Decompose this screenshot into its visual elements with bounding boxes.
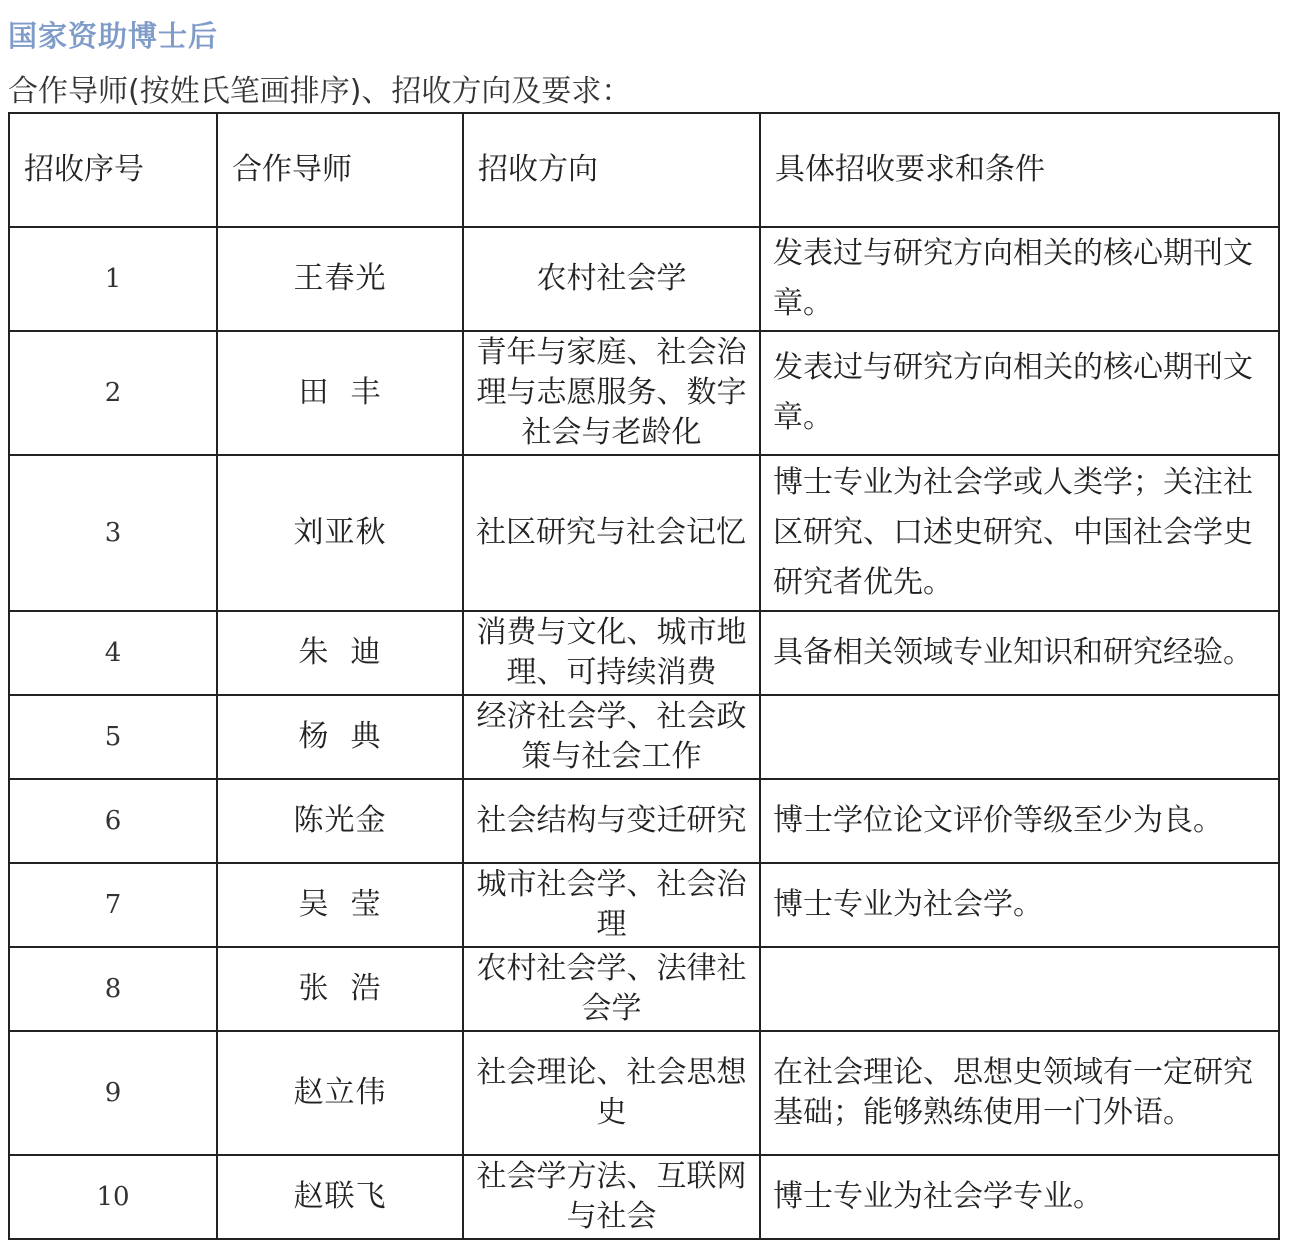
row-direction: 消费与文化、城市地理、可持续消费 — [463, 611, 760, 695]
row-number: 7 — [9, 863, 217, 947]
row-number: 4 — [9, 611, 217, 695]
header-number: 招收序号 — [9, 113, 217, 227]
row-requirement: 博士专业为社会学专业。 — [760, 1155, 1279, 1239]
row-mentor: 杨 典 — [217, 695, 463, 779]
table-row — [9, 455, 1279, 611]
table-row — [9, 611, 1279, 695]
row-direction: 社会结构与变迁研究 — [463, 779, 760, 863]
table-row — [9, 947, 1279, 1031]
table-row — [9, 227, 1279, 331]
row-direction: 农村社会学、法律社会学 — [463, 947, 760, 1031]
row-mentor: 陈光金 — [217, 779, 463, 863]
row-number: 5 — [9, 695, 217, 779]
row-requirement: 在社会理论、思想史领域有一定研究基础；能够熟练使用一门外语。 — [760, 1031, 1279, 1155]
row-direction: 青年与家庭、社会治理与志愿服务、数字社会与老龄化 — [463, 331, 760, 455]
row-requirement: 博士学位论文评价等级至少为良。 — [760, 779, 1279, 863]
row-requirement: 发表过与研究方向相关的核心期刊文章。 — [760, 227, 1279, 331]
row-direction: 社会理论、社会思想史 — [463, 1031, 760, 1155]
row-requirement — [760, 947, 1279, 1031]
row-mentor: 吴 莹 — [217, 863, 463, 947]
table-row — [9, 863, 1279, 947]
row-direction: 社区研究与社会记忆 — [463, 455, 760, 611]
header-mentor: 合作导师 — [217, 113, 463, 227]
table-row — [9, 1031, 1279, 1155]
row-number: 10 — [9, 1155, 217, 1239]
header-direction: 招收方向 — [463, 113, 760, 227]
row-direction: 经济社会学、社会政策与社会工作 — [463, 695, 760, 779]
row-mentor: 朱 迪 — [217, 611, 463, 695]
row-number: 3 — [9, 455, 217, 611]
row-direction: 社会学方法、互联网与社会 — [463, 1155, 760, 1239]
row-requirement: 发表过与研究方向相关的核心期刊文章。 — [760, 331, 1279, 455]
row-number: 2 — [9, 331, 217, 455]
row-mentor: 田 丰 — [217, 331, 463, 455]
row-mentor: 王春光 — [217, 227, 463, 331]
table-row — [9, 779, 1279, 863]
row-mentor: 刘亚秋 — [217, 455, 463, 611]
page-subheading: 合作导师(按姓氏笔画排序)、招收方向及要求： — [8, 74, 632, 109]
table-row — [9, 695, 1279, 779]
row-number: 6 — [9, 779, 217, 863]
row-requirement: 博士专业为社会学。 — [760, 863, 1279, 947]
row-number: 1 — [9, 227, 217, 331]
page-heading: 国家资助博士后 — [8, 19, 219, 53]
mentor-table — [8, 112, 1280, 1240]
row-requirement — [760, 695, 1279, 779]
row-requirement: 具备相关领域专业知识和研究经验。 — [760, 611, 1279, 695]
table-row — [9, 331, 1279, 455]
row-number: 9 — [9, 1031, 217, 1155]
table-header-row — [9, 113, 1279, 227]
header-requirement: 具体招收要求和条件 — [760, 113, 1279, 227]
row-mentor: 赵立伟 — [217, 1031, 463, 1155]
row-direction: 农村社会学 — [463, 227, 760, 331]
row-direction: 城市社会学、社会治理 — [463, 863, 760, 947]
table-row — [9, 1155, 1279, 1239]
row-number: 8 — [9, 947, 217, 1031]
row-mentor: 赵联飞 — [217, 1155, 463, 1239]
row-mentor: 张 浩 — [217, 947, 463, 1031]
row-requirement: 博士专业为社会学或人类学；关注社区研究、口述史研究、中国社会学史研究者优先。 — [760, 455, 1279, 611]
